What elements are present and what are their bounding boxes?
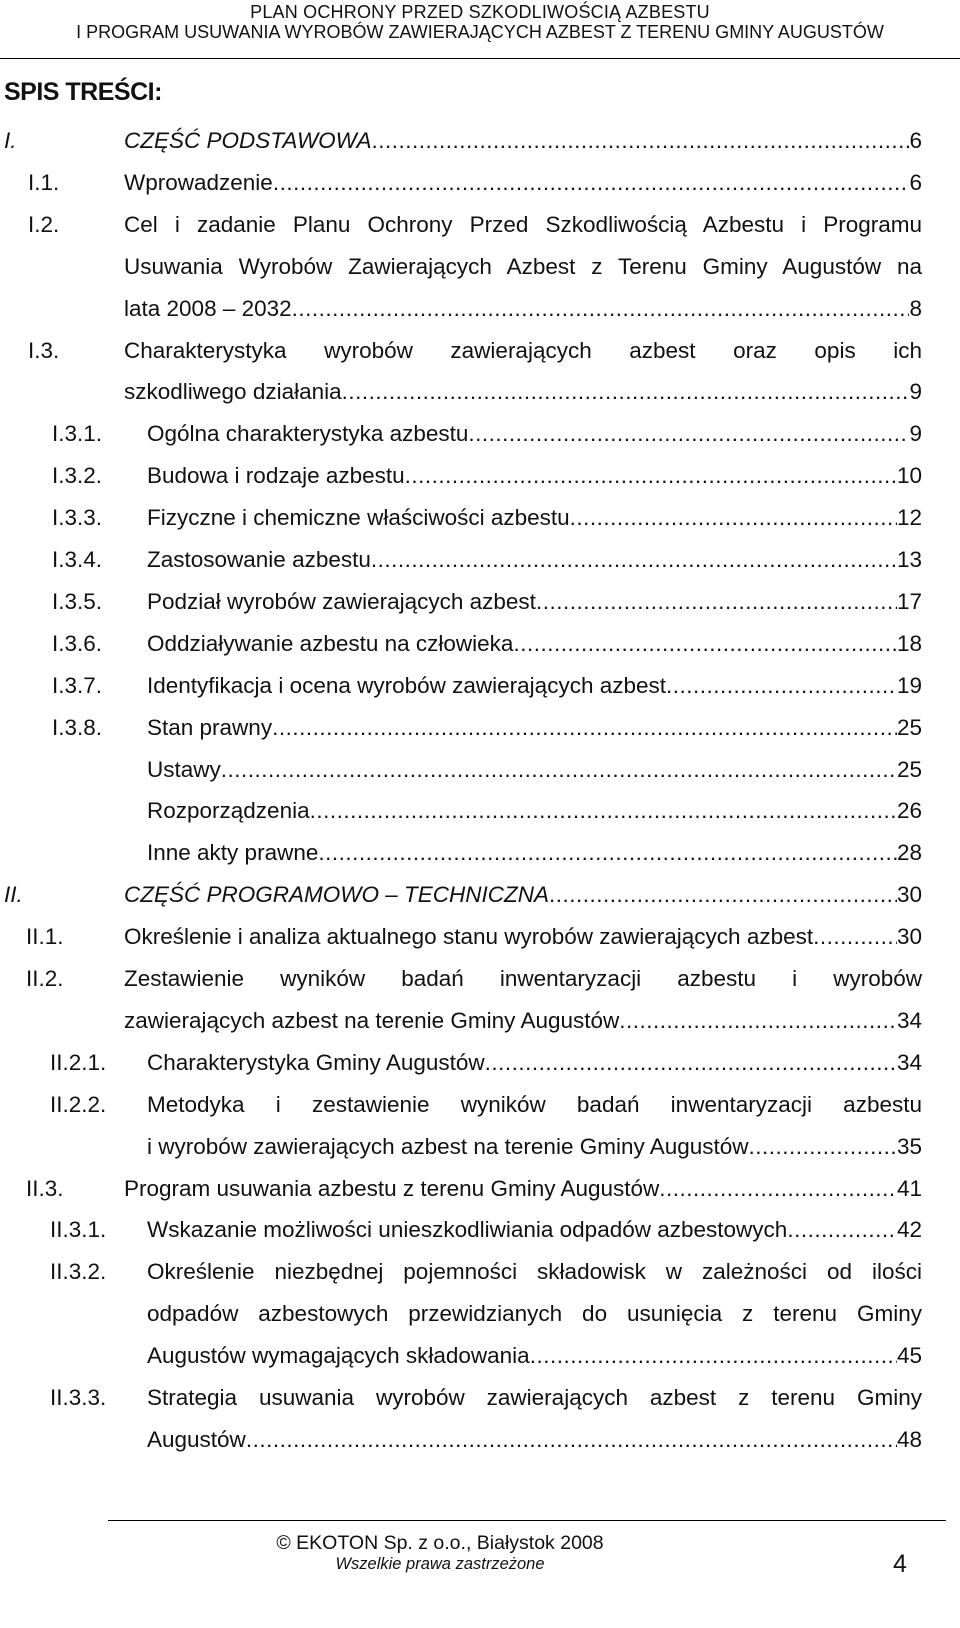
toc-page-number: 25 xyxy=(896,714,922,740)
toc-entry-number: II.2.1. xyxy=(50,1049,107,1075)
toc-entry-number: II. xyxy=(4,882,23,908)
toc-entry-text[interactable]: zawierających azbest na terenie Gminy Augustów xyxy=(124,1007,620,1033)
toc-entry-line xyxy=(124,288,922,322)
toc-page-number: 6 xyxy=(909,128,922,153)
toc-entry-number: I.3.8. xyxy=(52,714,103,740)
toc-entry-number: I.3. xyxy=(28,337,60,363)
toc-dot-leader xyxy=(468,421,909,447)
toc-entry-line xyxy=(147,1335,922,1369)
page-number: 4 xyxy=(893,1550,907,1578)
toc-dot-leader xyxy=(749,1134,897,1160)
toc-dot-leader xyxy=(570,505,897,531)
toc-entry-text[interactable]: Ustawy xyxy=(147,756,221,782)
toc-page-number: 19 xyxy=(896,672,922,698)
toc-entry-line xyxy=(50,1251,922,1285)
toc-entry-line xyxy=(4,120,922,154)
toc-entry-line xyxy=(28,162,922,196)
toc-page-number: 28 xyxy=(896,840,922,866)
toc-entry-line xyxy=(52,455,922,489)
toc-dot-leader xyxy=(310,798,897,824)
toc-dot-leader xyxy=(342,379,910,405)
toc-entry-text[interactable]: Podział wyrobów zawierających azbest xyxy=(147,588,536,614)
toc-page-number: 6 xyxy=(909,169,922,195)
toc-dot-leader xyxy=(549,882,897,908)
toc-page-number: 34 xyxy=(896,1007,922,1033)
header-line-2: I PROGRAM USUWANIA WYROBÓW ZAWIERAJĄCYCH AZBEST Z TERENU GMINY AUGUSTÓW xyxy=(76,22,884,42)
toc-dot-leader xyxy=(221,757,897,783)
toc-entry-text[interactable]: CZĘŚĆ PROGRAMOWO – TECHNICZNA xyxy=(124,882,550,908)
toc-entry-text[interactable]: Fizyczne i chemiczne właściwości azbestu xyxy=(147,505,570,531)
toc-dot-leader xyxy=(371,547,897,573)
toc-entry-text[interactable]: Zastosowanie azbestu xyxy=(147,547,371,572)
toc-dot-leader xyxy=(536,589,897,615)
toc-entry-text[interactable]: szkodliwego działania xyxy=(124,379,342,405)
toc-entry-line xyxy=(52,581,922,615)
toc-entry-number: II.3.2. xyxy=(50,1259,107,1285)
toc-entry-line xyxy=(52,539,922,573)
toc-dot-leader xyxy=(246,1427,897,1453)
toc-dot-leader xyxy=(272,715,897,741)
toc-entry-text[interactable]: Rozporządzenia xyxy=(147,798,310,824)
toc-page-number: 10 xyxy=(896,463,922,489)
toc-entry-number: II.3. xyxy=(26,1175,64,1201)
toc-entry-text[interactable]: Charakterystyka wyrobów zawierających azbest oraz opis ich xyxy=(124,337,922,363)
toc-dot-leader xyxy=(485,1050,897,1076)
toc-entry-text[interactable]: Charakterystyka Gminy Augustów xyxy=(147,1049,485,1075)
toc-entry-text[interactable]: Określenie i analiza aktualnego stanu wyrobów zawierających azbest xyxy=(124,924,814,950)
toc-dot-leader xyxy=(659,1176,897,1202)
toc-entry-number: I.3.1. xyxy=(52,421,103,447)
toc-entry-line xyxy=(52,497,922,531)
toc-entry-text[interactable]: lata 2008 – 2032 xyxy=(124,295,292,321)
toc-entry-line xyxy=(147,1126,922,1160)
toc-entry-text[interactable]: Program usuwania azbestu z terenu Gminy Augustów xyxy=(124,1175,660,1201)
toc-entry-text[interactable]: Augustów xyxy=(147,1426,246,1452)
toc-entry-line xyxy=(124,246,922,280)
toc-entry-text[interactable]: Inne akty prawne xyxy=(147,840,319,866)
toc-entry-line xyxy=(28,204,922,238)
toc-entry-number: II.1. xyxy=(26,924,64,950)
toc-entry-number: I.3.5. xyxy=(52,588,103,614)
toc-entry-text[interactable]: Wskazanie możliwości unieszkodliwiania odpadów azbestowych xyxy=(147,1217,788,1243)
footer-rights: Wszelkie prawa zastrzeżone xyxy=(335,1555,545,1573)
toc-entry-line xyxy=(50,1209,922,1243)
toc-entry-number: II.3.3. xyxy=(50,1385,107,1410)
toc-entry-number: II.2. xyxy=(26,966,64,991)
toc-entry-line xyxy=(52,413,922,447)
toc-entry-number: I.3.7. xyxy=(52,672,103,698)
toc-entry-line xyxy=(147,1293,922,1327)
toc-page-number: 41 xyxy=(896,1175,922,1201)
toc-entry-number: I.1. xyxy=(28,169,60,195)
toc-entry-line xyxy=(124,371,922,405)
toc-dot-leader xyxy=(292,296,910,322)
toc-entry-line xyxy=(147,832,922,866)
toc-entry-text[interactable]: Augustów wymagających składowania xyxy=(147,1343,530,1369)
toc-page-number: 35 xyxy=(896,1133,922,1159)
toc-entry-text[interactable]: Metodyka i zestawienie wyników badań inwentaryzacji azbestu xyxy=(147,1091,922,1117)
toc-entry-number: I.3.2. xyxy=(52,463,103,489)
toc-entry-line xyxy=(52,665,922,699)
toc-entry-text[interactable]: Oddziaływanie azbestu na człowieka xyxy=(147,630,514,656)
toc-dot-leader xyxy=(318,840,897,866)
toc-page-number: 9 xyxy=(909,421,922,447)
toc-entry-text[interactable]: Budowa i rodzaje azbestu xyxy=(147,463,405,489)
toc-entry-line xyxy=(52,623,922,657)
toc-entry-line xyxy=(124,1000,922,1034)
toc-dot-leader xyxy=(813,924,897,950)
toc-entry-text[interactable]: Cel i zadanie Planu Ochrony Przed Szkodliwością Azbestu i Programu xyxy=(124,211,922,237)
toc-entry-line xyxy=(4,874,922,908)
toc-entry-text[interactable]: Ogólna charakterystyka azbestu xyxy=(147,421,469,447)
toc-entry-number: I.3.6. xyxy=(52,630,103,656)
toc-entry-text[interactable]: Zestawienie wyników badań inwentaryzacji azbestu i wyrobów xyxy=(124,966,922,991)
toc-entry-number: I.3.3. xyxy=(52,505,103,531)
page-footer xyxy=(0,1520,960,1628)
toc-entry-number: I.3.4. xyxy=(52,547,103,572)
toc-entry-text[interactable]: odpadów azbestowych przewidzianych do usunięcia z terenu Gminy xyxy=(147,1301,922,1327)
toc-dot-leader xyxy=(787,1217,897,1243)
toc-page-number: 8 xyxy=(909,295,922,321)
toc-dot-leader xyxy=(273,170,910,196)
toc-entry-line xyxy=(52,707,922,741)
toc-entry-text[interactable]: Stan prawny xyxy=(147,714,273,740)
toc-entry-number: II.3.1. xyxy=(50,1217,107,1243)
toc-entry-text[interactable]: i wyrobów zawierających azbest na terenie Gminy Augustów xyxy=(147,1133,749,1159)
page-header xyxy=(0,0,960,64)
toc-page-number: 42 xyxy=(896,1217,922,1243)
toc-page-number: 30 xyxy=(896,924,922,950)
toc-entry-text[interactable]: Strategia usuwania wyrobów zawierających azbest z terenu Gminy xyxy=(147,1385,922,1410)
toc-entry-line xyxy=(26,916,922,950)
toc-page-number: 17 xyxy=(896,588,922,614)
toc-entry-line xyxy=(26,1168,922,1202)
toc-entry-line xyxy=(50,1042,922,1076)
toc-entry-line xyxy=(50,1084,922,1118)
toc-entry-line xyxy=(50,1377,922,1411)
toc-dot-leader xyxy=(405,463,897,489)
toc-entry-line xyxy=(147,1419,922,1453)
toc-entry-number: I.2. xyxy=(28,211,60,237)
header-line-1: PLAN OCHRONY PRZED SZKODLIWOŚCIĄ AZBESTU xyxy=(250,2,710,22)
toc-entry-text[interactable]: Określenie niezbędnej pojemności składowisk w zależności od ilości xyxy=(147,1259,922,1285)
toc-entry-number: II.2.2. xyxy=(50,1091,107,1117)
toc-page-number: 30 xyxy=(896,882,922,908)
toc-entry-line xyxy=(26,958,922,992)
toc-title: SPIS TREŚCI: xyxy=(4,78,162,106)
toc-entry-text[interactable]: CZĘŚĆ PODSTAWOWA xyxy=(124,128,372,153)
toc-entry-line xyxy=(147,790,922,824)
toc-page-number: 45 xyxy=(896,1343,922,1369)
toc-dot-leader xyxy=(666,673,897,699)
header-rule xyxy=(0,58,960,59)
toc-page-number: 13 xyxy=(896,547,922,572)
toc-page-number: 18 xyxy=(896,630,922,656)
toc-page-number: 12 xyxy=(896,505,922,531)
footer-rule xyxy=(108,1520,946,1521)
toc-page-number: 48 xyxy=(896,1426,922,1452)
toc-entry-number: I. xyxy=(4,128,17,153)
footer-copyright: © EKOTON Sp. z o.o., Białystok 2008 xyxy=(276,1532,604,1554)
toc-page-number: 34 xyxy=(896,1049,922,1075)
toc-dot-leader xyxy=(513,631,897,657)
toc-dot-leader xyxy=(530,1343,897,1369)
toc-entry-text[interactable]: Usuwania Wyrobów Zawierających Azbest z Terenu Gminy Augustów na xyxy=(124,253,922,279)
toc-page-number: 9 xyxy=(909,379,922,405)
toc-dot-leader xyxy=(372,128,910,154)
toc-entry-text[interactable]: Wprowadzenie xyxy=(124,169,273,195)
toc-entry-line xyxy=(28,330,922,364)
toc-entry-line xyxy=(147,749,922,783)
toc-entry-text[interactable]: Identyfikacja i ocena wyrobów zawierających azbest xyxy=(147,672,667,698)
toc-page-number: 26 xyxy=(896,798,922,824)
toc-dot-leader xyxy=(619,1008,897,1034)
toc-page-number: 25 xyxy=(896,756,922,782)
